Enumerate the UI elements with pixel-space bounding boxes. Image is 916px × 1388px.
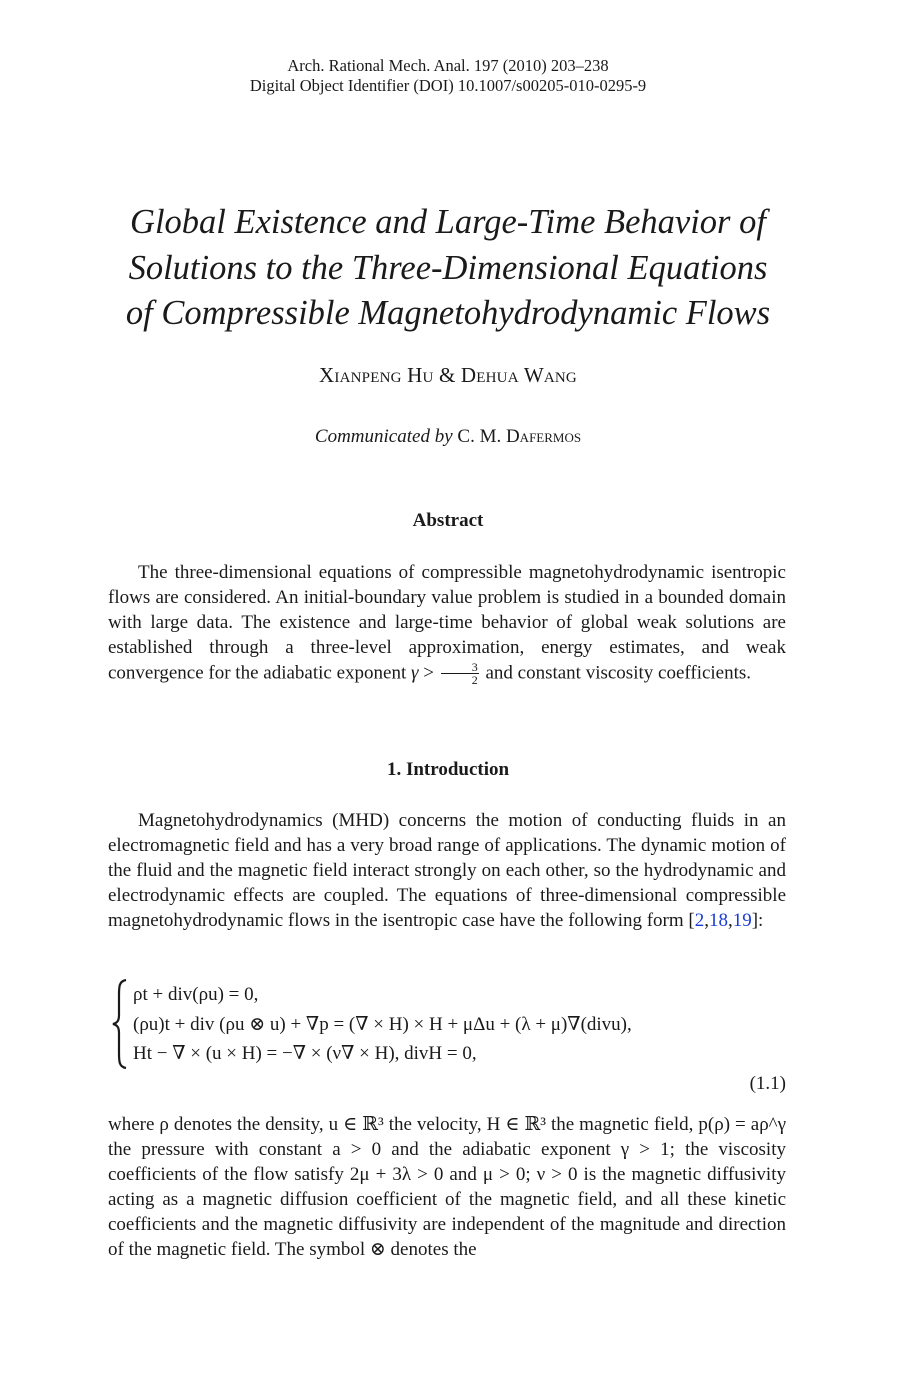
left-brace-icon (112, 979, 128, 1069)
journal-doi: Digital Object Identifier (DOI) 10.1007/s00205-010-0295-9 (249, 76, 647, 95)
citation-link-2[interactable]: 2 (694, 909, 705, 931)
title-line-2: Solutions to the Three-Dimensional Equations (128, 248, 768, 287)
equation-number: (1.1) (749, 1073, 786, 1094)
fraction-three-halves (441, 661, 479, 686)
abstract-text (108, 561, 786, 686)
title-line-3: of Compressible Magnetohydrodynamic Flows (125, 294, 771, 332)
equation-system (112, 976, 792, 1072)
communicated-by (0, 426, 896, 448)
equation-line-1: ρt + div(ρu) = 0, (133, 984, 259, 1005)
journal-header (0, 56, 896, 96)
fraction-numerator: 3 (441, 661, 479, 674)
citation-link-19[interactable]: 19 (732, 909, 752, 931)
abstract-heading: Abstract (412, 510, 484, 531)
journal-citation: Arch. Rational Mech. Anal. 197 (2010) 203–238 (287, 56, 609, 75)
introduction-heading: 1. Introduction (386, 759, 510, 780)
greater-than: > (418, 662, 439, 684)
abstract-tail: and constant viscosity coefficients. (480, 662, 752, 684)
equation-line-3: Ht − ∇ × (u × H) = −∇ × (ν∇ × H), divH = 0, (133, 1043, 477, 1064)
abstract-body: The three-dimensional equations of compressible magnetohydrodynamic isentropic flows are considered. An initial-boundary value problem is studied in a bounded domain with large data. The existence and large-time behavior of global weak solutions are established through a three-level approximation, energy estimates, and weak convergence for the adiabatic exponent (108, 562, 786, 684)
equation-line-2: (ρu)t + div (ρu ⊗ u) + ∇p = (∇ × H) × H + μΔu + (λ + μ)∇(divu), (133, 1013, 632, 1035)
paper-title (60, 200, 836, 337)
title-line-1: Global Existence and Large-Time Behavior of (130, 203, 766, 241)
communicated-name: C. M. Dafermos (457, 426, 582, 447)
citation-link-18[interactable]: 18 (708, 909, 728, 931)
introduction-body: Magnetohydrodynamics (MHD) concerns the motion of conducting fluids in an electromagnetic field and has a very broad range of applications. The dynamic motion of the fluid and the magnetic field interact strongly on each other, so the hydrodynamic and electrodynamic effects are coupled. The equations of three-dimensional compressible magnetohydrodynamic flows in the isentropic case have the following form (108, 810, 786, 931)
equation-lines (133, 980, 632, 1069)
fraction-denominator: 2 (471, 672, 478, 687)
ref-bracket-open: [ (688, 909, 695, 931)
introduction-paragraph: Magnetohydrodynamics (MHD) concerns the motion of conducting fluids in an electromagnetic field and has a very broad range of applications. The dynamic motion of the fluid and the magnetic field interact strongly on each other, so the hydrodynamic and electrodynamic effects are coupled. The equations of three-dimensional compressible magnetohydrodynamic flows in the isentropic case have the following form [2,18,19]: (108, 810, 786, 931)
communicated-prefix: Communicated by (314, 426, 453, 447)
where-paragraph: where ρ denotes the density, u ∈ ℝ³ the velocity, H ∈ ℝ³ the magnetic field, p(ρ) = aρ^γ the pressure with constant a > 0 and the adiabatic exponent γ > 1; the viscosity coefficients of the flow satisfy 2μ + 3λ > 0 and μ > 0; ν > 0 is the magnetic diffusivity acting as a magnetic diffusion coefficient of the magnetic field, and all these kinetic coefficients and the magnetic diffusivity are independent of the magnitude and direction of the magnetic field. The symbol ⊗ denotes the (108, 1114, 786, 1260)
authors: Xianpeng Hu & Dehua Wang (319, 363, 577, 387)
gamma-symbol: γ (410, 662, 419, 684)
ref-bracket-close: ]: (751, 909, 764, 931)
